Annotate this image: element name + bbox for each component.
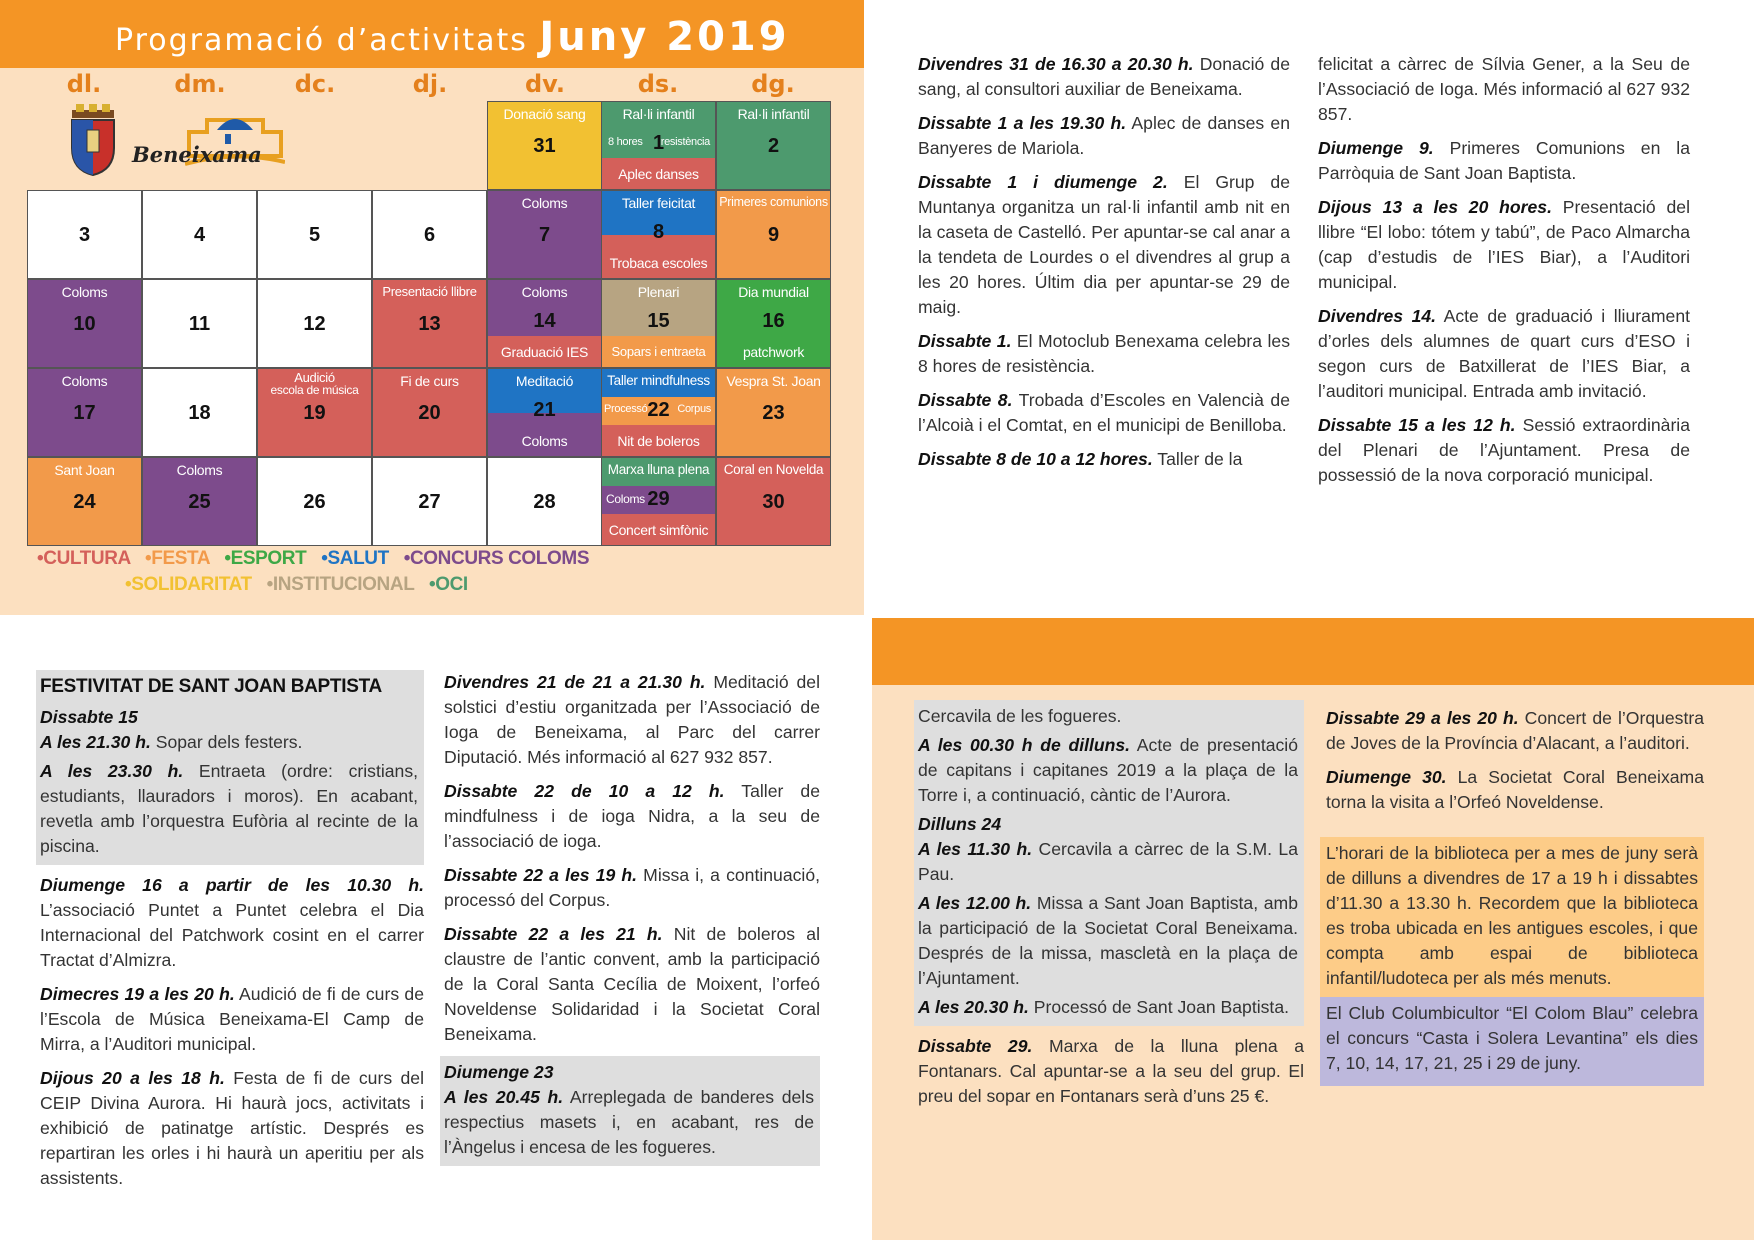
event-heading: A les 23.30 h.	[40, 761, 184, 781]
pigeon-club-notice	[1320, 997, 1704, 1086]
day-number: 12	[303, 313, 326, 335]
event-text: El Motoclub Benexama celebra les 8 hores de resistència.	[918, 331, 1290, 376]
dow-dv: dv.	[525, 70, 565, 98]
event-heading: Diumenge 16 a partir de les 10.30 h.	[40, 875, 424, 895]
event-label: Taller mindfulness	[607, 373, 710, 388]
day-number: 30	[762, 491, 785, 513]
event-heading: Dimecres 19 a les 20 h.	[40, 984, 235, 1004]
event-label: patchwork	[742, 344, 805, 360]
event-text: Missa i, a continuació, processó del Corpus.	[444, 865, 820, 910]
event-heading: A les 12.00 h.	[918, 893, 1032, 913]
event-heading: Diumenge 9.	[1318, 138, 1434, 158]
event-label: Sopars i entraeta	[611, 344, 706, 359]
event-text: felicitat a càrrec de Sílvia Gener, a la Seu de l’Associació de Ioga. Més informació al 627 932 857.	[1318, 54, 1690, 124]
day-cell-12[interactable]	[257, 279, 372, 368]
event-heading: Dissabte 15 a les 12 h.	[1318, 415, 1516, 435]
event-text: Nit de boleros al claustre de l’antic convent, amb la participació de la Coral Santa Cecília de Moixent, l’orfeó Noveldense Solidaridad i la Societat Coral Beneixama.	[444, 924, 820, 1044]
event-label: Presentació llibre	[382, 284, 477, 299]
event-sublabel: Processó	[604, 403, 648, 415]
event-label: Coloms	[61, 373, 108, 389]
event-heading: A les 21.30 h.	[40, 732, 151, 752]
event-heading: Divendres 21 de 21 a 21.30 h.	[444, 672, 706, 692]
day-cell-13[interactable]	[372, 279, 487, 368]
day-number: 28	[533, 491, 556, 513]
notice-text: El Club Columbicultor “El Colom Blau” celebra el concurs “Casta i Solera Levantina” els dies 7, 10, 14, 17, 21, 25 i 29 de juny.	[1326, 1003, 1698, 1073]
day-cell-6[interactable]	[372, 190, 487, 279]
text-column-6	[1326, 706, 1704, 1086]
dow-dl: dl.	[66, 70, 102, 98]
event-label: escola de música	[270, 383, 359, 397]
dow-dj: dj.	[412, 70, 448, 98]
day-cell-14[interactable]	[487, 279, 602, 368]
event-text: L’associació Puntet a Puntet celebra el Dia Internacional del Patchwork cosint en el carrer Tractat d’Almizra.	[40, 900, 424, 970]
event-text: Donació de sang, al consultori auxiliar de Beneixama.	[918, 54, 1290, 99]
text-column-3	[40, 670, 424, 1200]
event-heading: Dissabte 8 de 10 a 12 hores.	[918, 449, 1153, 469]
event-text: Entraeta (ordre: cristians, estudiants, llauradors i moros). En acabant, revetla amb l’orquestra Eufòria al recinte de la piscina.	[40, 761, 418, 856]
day-cell-19[interactable]	[257, 368, 372, 457]
legend-concurs-coloms: •CONCURS COLOMS	[403, 548, 590, 569]
event-heading: Dissabte 1.	[918, 331, 1012, 351]
day-cell-15[interactable]	[601, 279, 716, 368]
event-label: Graduació IES	[500, 344, 589, 360]
dow-dg: dg.	[751, 70, 795, 98]
day-number: 1	[652, 132, 665, 154]
event-text: El Grup de Muntanya organitza un ral·li infantil amb nit en la caseta de Castelló. Per apuntar-se cal anar a la tendeta de Lourdes o el divendres al grup a les 20 hores. Últim dia per apuntar-se 29 de maig.	[918, 172, 1290, 317]
event-label: Ral·li infantil	[737, 106, 810, 122]
event-label: Audició	[294, 370, 335, 385]
event-heading: A les 11.30 h.	[918, 839, 1033, 859]
day-number: 7	[538, 224, 551, 246]
day-number: 14	[533, 310, 556, 332]
legend-salut: •SALUT	[321, 548, 389, 569]
day-cell-2[interactable]	[716, 101, 831, 190]
day-number: 10	[73, 313, 96, 335]
event-label: Taller feicitat	[621, 195, 696, 211]
event-text: Taller de la	[1152, 449, 1243, 469]
event-label: Vespra St. Joan	[726, 373, 821, 389]
event-label: Coloms	[521, 195, 568, 211]
day-cell-1[interactable]	[601, 101, 716, 190]
event-text: Cercavila a càrrec de la S.M. La Pau.	[918, 839, 1298, 884]
event-text: Missa a Sant Joan Baptista, amb la participació de la Societat Coral Beneixama. Després de la missa, mascletà en la plaça de l’Ajuntament.	[918, 893, 1298, 988]
event-text: Marxa de la lluna plena a Fontanars. Cal apuntar-se a la seu del grup. El preu del sopar en Fontanars serà d’uns 25 €.	[918, 1036, 1304, 1106]
day-number: 31	[533, 135, 556, 157]
day-number: 16	[762, 310, 785, 332]
event-text: Acte de presentació de capitans i capitanes 2019 a la plaça de la Torre i, a continuació, càntic de l’Aurora.	[918, 735, 1298, 805]
event-heading: A les 20.45 h.	[444, 1087, 564, 1107]
day-number: 2	[767, 135, 780, 157]
day-cell-26[interactable]	[257, 457, 372, 546]
day-number: 21	[533, 399, 556, 421]
day-number: 19	[303, 402, 326, 424]
event-sublabel: 8 hores	[608, 136, 643, 148]
event-label: Coral en Novelda	[723, 462, 824, 477]
day-cell-25[interactable]	[142, 457, 257, 546]
event-heading: Dissabte 22 de 10 a 12 h.	[444, 781, 725, 801]
day-cell-11[interactable]	[142, 279, 257, 368]
legend-cultura: •CULTURA	[37, 548, 131, 569]
calendar-header	[0, 0, 864, 68]
event-heading: Dissabte 29.	[918, 1036, 1033, 1056]
event-text: Presentació del llibre “El lobo: tótem y tabú”, de Paco Almarcha (cap d’estudis de l’IES Biar), a l’Auditori municipal.	[1318, 197, 1690, 292]
event-text: Festa de fi de curs del CEIP Divina Aurora. Hi haurà jocs, activitats i exhibició de patinatge artístic. Després es repartiran les orles i hi haurà un aperitiu per als assistents.	[40, 1068, 425, 1188]
day-number: 13	[418, 313, 441, 335]
day-cell-29[interactable]	[601, 457, 716, 546]
legend-solidaritat: •SOLIDARITAT	[125, 574, 252, 595]
notice-text: L’horari de la biblioteca per a mes de juny serà de dilluns a divendres de 17 a 19 h i dissabtes d’11.30 a 13.30 h. Recordem que la biblioteca es troba ubicada en les antigues escoles, i que compta amb espai de biblioteca infantil/ludoteca per als més menuts.	[1326, 843, 1698, 988]
day-cell-31[interactable]	[487, 101, 602, 190]
day-number: 15	[647, 310, 670, 332]
event-text: Aplec de danses en Banyeres de Mariola.	[918, 113, 1290, 158]
event-heading: Dissabte 29 a les 20 h.	[1326, 708, 1519, 728]
event-label: Ral·li infantil	[622, 106, 695, 122]
day-cell-5[interactable]	[257, 190, 372, 279]
day-heading: Diumenge 23	[444, 1062, 554, 1082]
day-cell-9[interactable]	[716, 190, 831, 279]
event-heading: Dissabte 8.	[918, 390, 1013, 410]
day-cell-24[interactable]	[27, 457, 142, 546]
day-number: 5	[308, 224, 321, 246]
day-number: 6	[423, 224, 436, 246]
event-text: Processó de Sant Joan Baptista.	[1028, 997, 1289, 1017]
day-number: 9	[767, 224, 780, 246]
dow-ds: ds.	[637, 70, 679, 98]
text-column-2	[1318, 52, 1690, 497]
day-number: 3	[78, 224, 91, 246]
day-number: 23	[762, 402, 785, 424]
event-label: Plenari	[637, 284, 680, 300]
event-label: Aplec danses	[618, 166, 699, 182]
event-sublabel: Corpus	[677, 403, 711, 415]
day-cell-27[interactable]	[372, 457, 487, 546]
coat-of-arms-icon	[68, 104, 118, 176]
event-heading: A les 20.30 h.	[918, 997, 1029, 1017]
event-label: Coloms	[176, 462, 223, 478]
text-column-1	[918, 52, 1290, 481]
event-label: Fi de curs	[400, 373, 459, 389]
day-cell-4[interactable]	[142, 190, 257, 279]
event-label: Coloms	[521, 433, 568, 449]
day-cell-3[interactable]	[27, 190, 142, 279]
event-label: Sant Joan	[54, 462, 115, 478]
event-label: Coloms	[521, 284, 568, 300]
day-cell-10[interactable]	[27, 279, 142, 368]
text-column-5	[918, 700, 1304, 1118]
event-text: La Societat Coral Beneixama torna la visita a l’Orfeó Noveldense.	[1326, 767, 1704, 812]
event-heading: Dissabte 1 i diumenge 2.	[918, 172, 1168, 192]
library-notice	[1320, 837, 1704, 997]
event-label: Marxa lluna plena	[607, 462, 710, 477]
event-text: Sopar dels festers.	[150, 732, 303, 752]
event-heading: Diumenge 30.	[1326, 767, 1447, 787]
day-cell-23[interactable]	[716, 368, 831, 457]
legend-esport: •ESPORT	[224, 548, 307, 569]
day-cell-17[interactable]	[27, 368, 142, 457]
day-cell-7[interactable]	[487, 190, 602, 279]
event-text: Primeres Comunions en la Parròquia de Sant Joan Baptista.	[1318, 138, 1690, 183]
day-cell-30[interactable]	[716, 457, 831, 546]
dow-dm: dm.	[174, 70, 226, 98]
title-month: Juny 2019	[539, 14, 790, 60]
event-label: Primeres comunions	[719, 195, 828, 209]
dow-dc: dc.	[294, 70, 336, 98]
event-text: Arreplegada de banderes dels respectius masets i, en acabant, res de l’Àngelus i encesa de les fogueres.	[444, 1087, 814, 1157]
day-number: 27	[418, 491, 441, 513]
day-number: 25	[188, 491, 211, 513]
day-number: 17	[73, 402, 96, 424]
day-number: 22	[647, 399, 670, 421]
event-label: Donació sang	[503, 106, 586, 122]
event-text: Concert de l’Orquestra de Joves de la Província d’Alacant, a l’auditori.	[1326, 708, 1704, 753]
event-label: Trobaca escoles	[609, 255, 708, 271]
event-heading: Divendres 31 de 16.30 a 20.30 h.	[918, 54, 1194, 74]
day-number: 8	[652, 221, 665, 243]
day-cell-22[interactable]	[601, 368, 716, 457]
day-number: 4	[193, 224, 206, 246]
legend-festa: •FESTA	[145, 548, 210, 569]
day-number: 18	[188, 402, 211, 424]
day-cell-8[interactable]	[601, 190, 716, 279]
event-text: Sessió extraordinària del Plenari de l’Ajuntament. Presa de possessió de la nova corporació municipal.	[1318, 415, 1691, 485]
section-heading: FESTIVITAT DE SANT JOAN BAPTISTA	[40, 676, 382, 697]
day-number: 29	[647, 488, 670, 510]
legend-institucional: •INSTITUCIONAL	[266, 574, 415, 595]
event-heading: Divendres 14.	[1318, 306, 1437, 326]
day-cell-18[interactable]	[142, 368, 257, 457]
event-heading: Dijous 20 a les 18 h.	[40, 1068, 225, 1088]
event-text: Taller de mindfulness i de ioga Nidra, a la seu de l’associació de ioga.	[444, 781, 820, 851]
text-column-4	[444, 670, 820, 1166]
event-sublabel: resistència	[660, 136, 710, 148]
logo-town-name: Beneixama	[132, 142, 262, 167]
day-number: 20	[418, 402, 441, 424]
event-heading: Dissabte 1 a les 19.30 h.	[918, 113, 1127, 133]
calendar-title	[115, 14, 790, 60]
title-prefix: Programació d’activitats	[115, 23, 528, 58]
event-sublabel: Coloms	[606, 492, 645, 506]
day-cell-21[interactable]	[487, 368, 602, 457]
event-heading: A les 00.30 h de dilluns.	[918, 735, 1131, 755]
event-heading: Dissabte 22 a les 21 h.	[444, 924, 663, 944]
day-heading: Dilluns 24	[918, 814, 1002, 834]
day-cell-28[interactable]	[487, 457, 602, 546]
day-cell-16[interactable]	[716, 279, 831, 368]
event-heading: Dissabte 22 a les 19 h.	[444, 865, 638, 885]
event-label: Dia mundial	[738, 284, 809, 300]
event-label: Concert simfònic	[608, 522, 709, 538]
event-text: Audició de fi de curs de l’Escola de Música Beneixama-El Camp de Mirra, a l’Auditori municipal.	[40, 984, 424, 1054]
event-text: Acte de graduació i lliurament d’orles dels alumnes de quart curs d’ESO i segon curs de Batxillerat de l’IES Biar, a l’auditori municipal. Entrada amb invitació.	[1318, 306, 1691, 401]
bottom-right-header-bar	[872, 618, 1754, 685]
event-label: Nit de boleros	[617, 433, 700, 449]
legend-oci: •OCI	[428, 574, 468, 595]
day-number: 24	[73, 491, 96, 513]
event-text: Cercavila de les fogueres.	[918, 706, 1122, 726]
day-cell-20[interactable]	[372, 368, 487, 457]
event-label: Coloms	[61, 284, 108, 300]
day-number: 11	[188, 313, 211, 335]
event-text: Trobada d’Escoles en Valencià de l’Alcoià i el Comtat, en el municipi de Benilloba.	[918, 390, 1290, 435]
day-number: 26	[303, 491, 326, 513]
event-heading: Dijous 13 a les 20 hores.	[1318, 197, 1552, 217]
day-heading: Dissabte 15	[40, 707, 138, 727]
event-label: Meditació	[515, 373, 574, 389]
event-text: Meditació del solstici d’estiu organitzada per l’Associació de Ioga de Beneixama, al Parc del carrer Diputació. Més informació al 627 932 857.	[444, 672, 820, 767]
